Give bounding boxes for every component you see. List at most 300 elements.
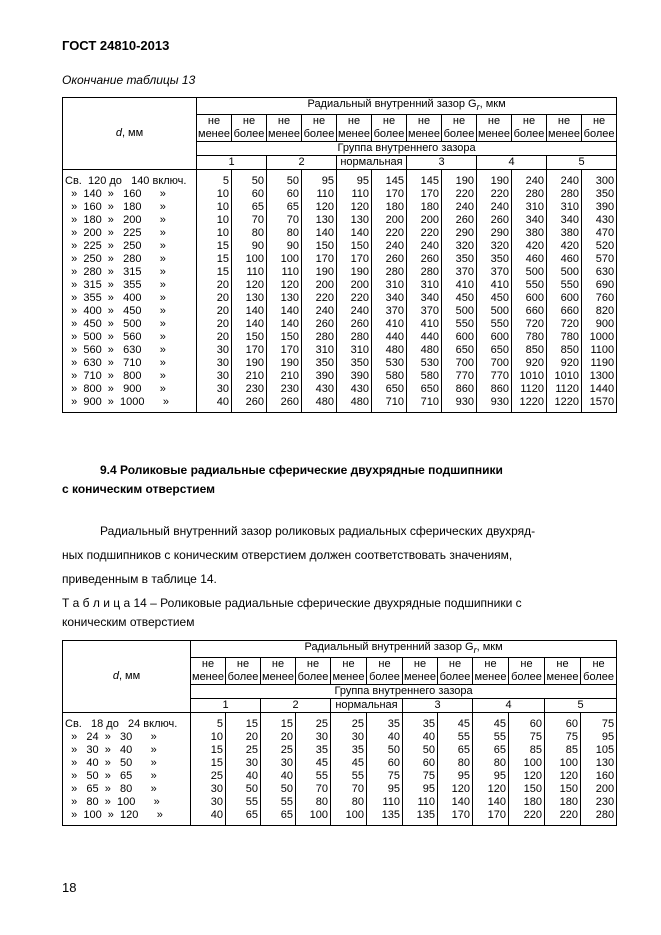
clearance-value: 30	[197, 357, 232, 370]
clearance-value: 75	[509, 731, 545, 744]
table-14	[62, 640, 617, 826]
clearance-value: 80	[296, 796, 331, 809]
clearance-value: 30	[191, 796, 226, 809]
clearance-value: 190	[477, 170, 512, 189]
clearance-value: 30	[197, 370, 232, 383]
clearance-value: 120	[509, 770, 545, 783]
clearance-value: 220	[442, 188, 477, 201]
diameter-range: » 24 » 30 »	[63, 731, 191, 744]
clearance-value: 95	[302, 170, 337, 189]
table-row	[63, 201, 617, 214]
clearance-value: 120	[337, 201, 372, 214]
clearance-unit: , мкм	[476, 641, 503, 653]
clearance-value: 130	[232, 292, 267, 305]
table-13	[62, 97, 617, 413]
clearance-header	[197, 98, 617, 115]
clearance-value: 520	[582, 240, 617, 253]
clearance-value: 370	[442, 266, 477, 279]
diameter-range: » 65 » 80 »	[63, 783, 191, 796]
clearance-value: 55	[226, 796, 261, 809]
clearance-value: 140	[267, 318, 302, 331]
clearance-value: 90	[267, 240, 302, 253]
d-symbol: d	[112, 670, 119, 683]
diameter-range: » 450 » 500 »	[63, 318, 197, 331]
clearance-value: 450	[477, 292, 512, 305]
clearance-value: 150	[545, 783, 581, 796]
d-symbol: d	[115, 127, 122, 140]
diameter-range: » 40 » 50 »	[63, 757, 191, 770]
clearance-value: 170	[337, 253, 372, 266]
clearance-value: 30	[296, 731, 331, 744]
clearance-value: 120	[473, 783, 509, 796]
clearance-value: 350	[442, 253, 477, 266]
clearance-value: 280	[337, 331, 372, 344]
clearance-value: 140	[267, 305, 302, 318]
section-heading-cont: с коническим отверстием	[62, 482, 216, 496]
clearance-value: 200	[337, 279, 372, 292]
group-header: Группа внутреннего зазора	[197, 142, 617, 156]
clearance-value: 780	[547, 331, 582, 344]
clearance-value: 260	[442, 214, 477, 227]
clearance-value: 15	[197, 240, 232, 253]
clearance-value: 460	[512, 253, 547, 266]
clearance-value: 25	[261, 744, 296, 757]
clearance-value: 600	[547, 292, 582, 305]
clearance-value: 500	[442, 305, 477, 318]
clearance-value: 340	[547, 214, 582, 227]
clearance-value: 300	[582, 170, 617, 189]
clearance-value: 55	[473, 731, 509, 744]
min-header: не менее	[192, 658, 224, 684]
group-header: Группа внутреннего зазора	[191, 685, 617, 699]
clearance-value: 820	[582, 305, 617, 318]
clearance-value: 95	[403, 783, 438, 796]
clearance-value: 1120	[547, 383, 582, 396]
min-header: не менее	[546, 658, 579, 684]
clearance-value: 80	[473, 757, 509, 770]
clearance-value: 200	[372, 214, 407, 227]
group-header-2: 2	[267, 156, 337, 170]
clearance-value: 550	[477, 318, 512, 331]
diameter-range: » 200 » 225 »	[63, 227, 197, 240]
clearance-value: 120	[438, 783, 473, 796]
clearance-value: 20	[197, 331, 232, 344]
clearance-value: 70	[331, 783, 367, 796]
group-header-3: нормальная	[331, 699, 403, 713]
clearance-value: 500	[477, 305, 512, 318]
clearance-value: 75	[403, 770, 438, 783]
clearance-value: 25	[226, 744, 261, 757]
clearance-value: 10	[197, 227, 232, 240]
table-row	[63, 744, 617, 757]
clearance-value: 20	[197, 279, 232, 292]
clearance-value: 860	[477, 383, 512, 396]
clearance-value: 700	[477, 357, 512, 370]
clearance-value: 430	[302, 383, 337, 396]
clearance-value: 700	[442, 357, 477, 370]
clearance-value: 760	[582, 292, 617, 305]
clearance-value: 310	[407, 279, 442, 292]
clearance-value: 480	[407, 344, 442, 357]
clearance-value: 1100	[582, 344, 617, 357]
table-row	[63, 240, 617, 253]
clearance-value: 170	[267, 344, 302, 357]
max-header: не более	[226, 658, 261, 685]
clearance-value: 230	[581, 796, 617, 809]
clearance-value: 850	[512, 344, 547, 357]
clearance-value: 55	[438, 731, 473, 744]
clearance-value: 50	[232, 170, 267, 189]
clearance-value: 40	[197, 396, 232, 413]
clearance-value: 430	[337, 383, 372, 396]
table-row	[63, 396, 617, 413]
clearance-value: 650	[372, 383, 407, 396]
clearance-value: 105	[581, 744, 617, 757]
clearance-value: 130	[302, 214, 337, 227]
clearance-value: 110	[337, 188, 372, 201]
clearance-value: 170	[302, 253, 337, 266]
clearance-value: 850	[547, 344, 582, 357]
table-row	[63, 796, 617, 809]
group-header-1: 1	[197, 156, 267, 170]
clearance-value: 290	[477, 227, 512, 240]
clearance-value: 380	[512, 227, 547, 240]
clearance-value: 720	[512, 318, 547, 331]
clearance-value: 310	[302, 344, 337, 357]
clearance-value: 390	[582, 201, 617, 214]
diameter-range: » 500 » 560 »	[63, 331, 197, 344]
clearance-value: 240	[477, 201, 512, 214]
clearance-value: 90	[232, 240, 267, 253]
clearance-value: 630	[582, 266, 617, 279]
clearance-value: 240	[337, 305, 372, 318]
clearance-value: 410	[372, 318, 407, 331]
clearance-value: 110	[267, 266, 302, 279]
clearance-value: 220	[372, 227, 407, 240]
clearance-value: 65	[261, 809, 296, 826]
table-row	[63, 266, 617, 279]
table-row	[63, 292, 617, 305]
clearance-value: 220	[407, 227, 442, 240]
max-header: не более	[302, 115, 337, 142]
clearance-value: 220	[545, 809, 581, 826]
group-header-5: 4	[477, 156, 547, 170]
clearance-value: 50	[367, 744, 403, 757]
clearance-value: 50	[267, 170, 302, 189]
clearance-value: 60	[367, 757, 403, 770]
clearance-value: 470	[582, 227, 617, 240]
min-header: не менее	[332, 658, 365, 684]
clearance-header	[191, 641, 617, 658]
clearance-value: 140	[438, 796, 473, 809]
table-row	[63, 713, 617, 732]
clearance-value: 110	[302, 188, 337, 201]
clearance-value: 45	[438, 713, 473, 732]
clearance-value: 15	[197, 266, 232, 279]
diameter-range: Св. 120 до 140 включ.	[63, 170, 197, 189]
clearance-value: 280	[512, 188, 547, 201]
table-row	[63, 757, 617, 770]
clearance-value: 20	[197, 292, 232, 305]
clearance-value: 130	[581, 757, 617, 770]
clearance-value: 40	[367, 731, 403, 744]
clearance-value: 1300	[582, 370, 617, 383]
clearance-value: 45	[296, 757, 331, 770]
clearance-value: 140	[232, 318, 267, 331]
clearance-value: 340	[512, 214, 547, 227]
clearance-value: 570	[582, 253, 617, 266]
clearance-value: 220	[509, 809, 545, 826]
clearance-value: 35	[331, 744, 367, 757]
clearance-value: 240	[547, 170, 582, 189]
clearance-value: 420	[547, 240, 582, 253]
clearance-value: 220	[302, 292, 337, 305]
clearance-value: 15	[261, 713, 296, 732]
clearance-value: 40	[191, 809, 226, 826]
clearance-value: 600	[477, 331, 512, 344]
clearance-value: 390	[337, 370, 372, 383]
clearance-value: 25	[331, 713, 367, 732]
paragraph-line-3: приведенным в таблице 14.	[62, 572, 217, 586]
min-header: не менее	[268, 115, 300, 141]
clearance-value: 200	[302, 279, 337, 292]
clearance-value: 550	[512, 279, 547, 292]
clearance-value: 170	[232, 344, 267, 357]
clearance-value: 55	[331, 770, 367, 783]
clearance-value: 30	[261, 757, 296, 770]
clearance-value: 145	[407, 170, 442, 189]
diameter-range: Св. 18 до 24 включ.	[63, 713, 191, 732]
clearance-value: 900	[582, 318, 617, 331]
group-header-4: 3	[407, 156, 477, 170]
clearance-value: 80	[438, 757, 473, 770]
clearance-value: 150	[267, 331, 302, 344]
diameter-range: » 355 » 400 »	[63, 292, 197, 305]
diameter-range: » 900 » 1000 »	[63, 396, 197, 413]
clearance-value: 770	[442, 370, 477, 383]
clearance-value: 310	[512, 201, 547, 214]
clearance-value: 260	[372, 253, 407, 266]
table-row	[63, 809, 617, 826]
diameter-range: » 50 » 65 »	[63, 770, 191, 783]
clearance-value: 280	[302, 331, 337, 344]
clearance-value: 220	[337, 292, 372, 305]
table-row	[63, 331, 617, 344]
clearance-value: 350	[337, 357, 372, 370]
clearance-value: 770	[477, 370, 512, 383]
clearance-value: 95	[438, 770, 473, 783]
clearance-value: 145	[372, 170, 407, 189]
table-row	[63, 318, 617, 331]
clearance-value: 70	[267, 214, 302, 227]
clearance-value: 60	[509, 713, 545, 732]
group-header-1: 1	[191, 699, 261, 713]
table-row	[63, 344, 617, 357]
clearance-value: 660	[547, 305, 582, 318]
clearance-value: 30	[331, 731, 367, 744]
clearance-value: 240	[302, 305, 337, 318]
clearance-value: 260	[267, 396, 302, 413]
clearance-value: 10	[197, 188, 232, 201]
diameter-range: » 30 » 40 »	[63, 744, 191, 757]
clearance-value: 1220	[512, 396, 547, 413]
clearance-value: 240	[442, 201, 477, 214]
clearance-value: 480	[372, 344, 407, 357]
min-header: не менее	[262, 658, 294, 684]
clearance-value: 190	[267, 357, 302, 370]
clearance-value: 710	[372, 396, 407, 413]
clearance-value: 410	[477, 279, 512, 292]
clearance-value: 180	[509, 796, 545, 809]
clearance-value: 50	[403, 744, 438, 757]
clearance-value: 140	[232, 305, 267, 318]
table-row	[63, 170, 617, 189]
clearance-value: 10	[197, 214, 232, 227]
diameter-range: » 800 » 900 »	[63, 383, 197, 396]
clearance-value: 210	[267, 370, 302, 383]
clearance-value: 200	[581, 783, 617, 796]
clearance-value: 30	[226, 757, 261, 770]
clearance-value: 930	[442, 396, 477, 413]
clearance-value: 70	[232, 214, 267, 227]
group-header-5: 4	[473, 699, 545, 713]
clearance-value: 65	[438, 744, 473, 757]
clearance-value: 1570	[582, 396, 617, 413]
clearance-value: 55	[261, 796, 296, 809]
clearance-value: 420	[512, 240, 547, 253]
min-header: не менее	[548, 115, 580, 141]
clearance-value: 5	[191, 713, 226, 732]
clearance-value: 50	[261, 783, 296, 796]
table-row	[63, 357, 617, 370]
max-header: не более	[509, 658, 545, 685]
clearance-value: 200	[407, 214, 442, 227]
clearance-value: 100	[509, 757, 545, 770]
clearance-value: 210	[232, 370, 267, 383]
page-number: 18	[62, 880, 77, 895]
diameter-range: » 280 » 315 »	[63, 266, 197, 279]
table-row	[63, 770, 617, 783]
clearance-subscript: r	[476, 102, 480, 113]
diameter-range: » 100 » 120 »	[63, 809, 191, 826]
min-header: не менее	[198, 115, 230, 141]
clearance-value: 390	[302, 370, 337, 383]
clearance-value: 40	[226, 770, 261, 783]
clearance-value: 75	[367, 770, 403, 783]
table-continuation-caption: Окончание таблицы 13	[62, 73, 196, 87]
diameter-range: » 225 » 250 »	[63, 240, 197, 253]
table-row	[63, 188, 617, 201]
diameter-range: » 160 » 180 »	[63, 201, 197, 214]
clearance-value: 75	[545, 731, 581, 744]
clearance-value: 580	[407, 370, 442, 383]
table-row	[63, 253, 617, 266]
clearance-value: 95	[337, 170, 372, 189]
clearance-value: 30	[197, 344, 232, 357]
clearance-value: 120	[267, 279, 302, 292]
clearance-value: 280	[407, 266, 442, 279]
clearance-value: 100	[296, 809, 331, 826]
clearance-value: 20	[197, 318, 232, 331]
clearance-value: 15	[191, 757, 226, 770]
clearance-value: 5	[197, 170, 232, 189]
clearance-value: 240	[512, 170, 547, 189]
clearance-unit: , мкм	[479, 98, 506, 110]
clearance-value: 720	[547, 318, 582, 331]
clearance-value: 260	[407, 253, 442, 266]
min-header: не менее	[338, 115, 370, 141]
clearance-value: 550	[547, 279, 582, 292]
clearance-value: 180	[372, 201, 407, 214]
clearance-value: 140	[302, 227, 337, 240]
paragraph-line-1: Радиальный внутренний зазор роликовых радиальных сферических двухряд-	[100, 524, 536, 538]
clearance-value: 340	[407, 292, 442, 305]
clearance-value: 370	[372, 305, 407, 318]
clearance-value: 95	[367, 783, 403, 796]
clearance-value: 100	[267, 253, 302, 266]
table-row	[63, 370, 617, 383]
clearance-value: 190	[302, 266, 337, 279]
clearance-value: 35	[296, 744, 331, 757]
clearance-value: 920	[547, 357, 582, 370]
clearance-value: 920	[512, 357, 547, 370]
clearance-value: 380	[547, 227, 582, 240]
max-header: не более	[442, 115, 477, 142]
table-14-caption: Т а б л и ц а 14 – Роликовые радиальные сферические двухрядные подшипники с	[62, 596, 522, 610]
clearance-value: 280	[581, 809, 617, 826]
diameter-range: » 315 » 355 »	[63, 279, 197, 292]
clearance-value: 600	[512, 292, 547, 305]
clearance-value: 500	[512, 266, 547, 279]
group-header-2: 2	[261, 699, 331, 713]
clearance-value: 1220	[547, 396, 582, 413]
diameter-range: » 630 » 710 »	[63, 357, 197, 370]
clearance-value: 110	[367, 796, 403, 809]
clearance-value: 650	[407, 383, 442, 396]
clearance-value: 350	[582, 188, 617, 201]
clearance-value: 440	[372, 331, 407, 344]
clearance-value: 440	[407, 331, 442, 344]
clearance-value: 220	[477, 188, 512, 201]
clearance-value: 170	[438, 809, 473, 826]
clearance-value: 80	[331, 796, 367, 809]
clearance-value: 20	[197, 305, 232, 318]
clearance-value: 260	[232, 396, 267, 413]
clearance-value: 95	[473, 770, 509, 783]
standard-code: ГОСТ 24810-2013	[62, 38, 170, 53]
clearance-value: 370	[407, 305, 442, 318]
clearance-value: 65	[226, 809, 261, 826]
clearance-value: 120	[545, 770, 581, 783]
clearance-value: 1190	[582, 357, 617, 370]
clearance-value: 280	[372, 266, 407, 279]
clearance-value: 85	[509, 744, 545, 757]
clearance-value: 60	[545, 713, 581, 732]
diameter-range: » 80 » 100 »	[63, 796, 191, 809]
clearance-value: 110	[403, 796, 438, 809]
clearance-value: 310	[547, 201, 582, 214]
clearance-value: 180	[407, 201, 442, 214]
max-header: не более	[512, 115, 547, 142]
clearance-value: 70	[296, 783, 331, 796]
max-header: не более	[232, 115, 267, 142]
table-row	[63, 279, 617, 292]
diameter-range: » 400 » 450 »	[63, 305, 197, 318]
clearance-value: 780	[512, 331, 547, 344]
clearance-value: 530	[407, 357, 442, 370]
clearance-value: 170	[473, 809, 509, 826]
min-header: не менее	[474, 658, 507, 684]
